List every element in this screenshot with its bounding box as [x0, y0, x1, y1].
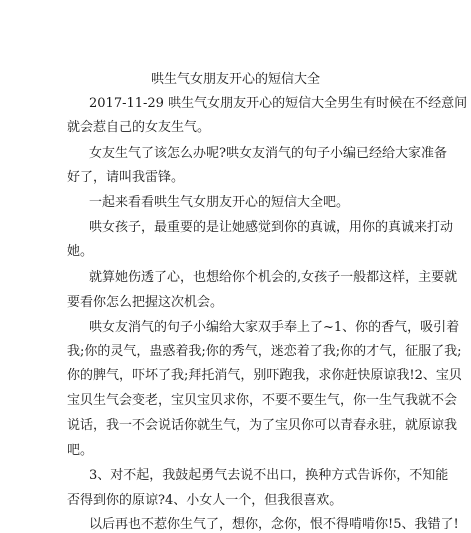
body-line-17: 否得到你的原谅?4、小女人一个，但我很喜欢。: [67, 493, 343, 508]
body-line-3: 女友生气了该怎么办呢?哄女友消气的句子小编已经给大家准备: [89, 146, 447, 161]
body-line-10: 哄女友消气的句子小编给大家双手奉上了~1、你的香气，吸引着: [89, 320, 460, 335]
body-line-2: 就会惹自己的女友生气。: [67, 120, 211, 135]
body-line-14: 说话，我一不会说话你就生气，为了宝贝你可以青春永驻，就原谅我: [67, 418, 458, 433]
body-line-4: 好了，请叫我雷锋。: [67, 170, 185, 185]
body-line-5: 一起来看看哄生气女朋友开心的短信大全吧。: [89, 195, 350, 210]
body-line-11: 我;你的灵气，蛊惑着我;你的秀气，迷恋着了我;你的才气，征服了我;: [67, 344, 462, 359]
body-line-16: 3、对不起，我鼓起勇气去说不出口，换种方式告诉你，不知能: [89, 468, 449, 483]
document-title: 哄生气女朋友开心的短信大全: [150, 72, 320, 87]
body-line-1: 2017-11-29 哄生气女朋友开心的短信大全男生有时候在不经意间: [89, 96, 468, 111]
body-line-12: 你的脾气，吓坏了我;拜托消气，别吓跑我，求你赶快原谅我!2、宝贝: [67, 368, 462, 383]
body-line-8: 就算她伤透了心，也想给你个机会的,女孩子一般都这样，主要就: [89, 270, 458, 285]
body-line-7: 她。: [67, 244, 94, 259]
body-line-13: 宝贝生气会变老，宝贝宝贝求你，不要不要生气，你一生气我就不会: [67, 393, 458, 408]
body-line-15: 吧。: [67, 443, 94, 458]
body-line-18: 以后再也不惹你生气了，想你，念你，恨不得啃啃你!5、我错了!: [89, 517, 459, 532]
body-line-6: 哄女孩子，最重要的是让她感觉到你的真诚，用你的真诚来打动: [89, 220, 454, 235]
body-line-9: 要看你怎么把握这次机会。: [67, 295, 224, 310]
